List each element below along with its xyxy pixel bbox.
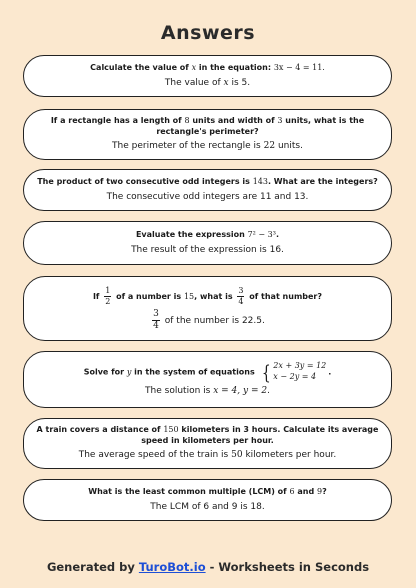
answer-card-3 — [23, 169, 392, 211]
fraction: $\frac{3}{4}$ — [238, 285, 244, 306]
question-text: Solve for y in the system of equations { 2x + 3y = 12 x − 2y = 4 . — [83, 359, 332, 384]
answer-card-4 — [23, 221, 392, 265]
answer-card-1 — [23, 55, 392, 97]
answer-text: The LCM of 6 and 9 is 18. — [150, 501, 265, 512]
answer-text: $\frac{3}{4}$ of the number is 22.5. — [153, 308, 265, 331]
answer-text: The perimeter of the rectangle is 22 units. — [112, 141, 303, 152]
answer-text: The result of the expression is 16. — [131, 244, 284, 255]
brand-link[interactable]: TuroBot.io — [138, 560, 206, 574]
question-text: If a rectangle has a length of 8 units and width of 3 units, what is the rectangle's perimeter? — [50, 115, 365, 136]
footer-suffix: - Worksheets in Seconds — [209, 560, 370, 574]
answer-text: The solution is x = 4, y = 2. — [145, 386, 270, 397]
page-title: Answers — [160, 22, 256, 44]
answer-text: The value of x is 5. — [164, 77, 251, 88]
footer — [0, 560, 416, 574]
footer-prefix: Generated by — [46, 560, 135, 574]
question-text: If $\frac{1}{2}$ of a number is 15, what is $\frac{3}{4}$ of that number? — [92, 285, 323, 306]
question-text: Calculate the value of x in the equation: 3x − 4 = 11. — [90, 62, 325, 72]
fraction: $\frac{1}{2}$ — [105, 285, 111, 306]
answer-text: The average speed of the train is 50 kilometers per hour. — [78, 450, 337, 461]
answer-card-7 — [23, 418, 392, 469]
question-text: What is the least common multiple (LCM) of 6 and 9? — [88, 486, 327, 496]
answer-card-8 — [23, 479, 392, 521]
answer-card-6 — [23, 351, 392, 408]
answer-card-2 — [23, 109, 392, 160]
question-text: The product of two consecutive odd integers is 143. What are the integers? — [37, 176, 378, 186]
answer-card-5 — [23, 276, 392, 341]
question-text: A train covers a distance of 150 kilometers in 3 hours. Calculate its average speed in kilometers per hour. — [36, 424, 379, 445]
answer-text: The consecutive odd integers are 11 and 13. — [106, 191, 309, 202]
equation-system: { 2x + 3y = 12 x − 2y = 4 — [261, 359, 327, 384]
question-text: Evaluate the expression 7² − 3³. — [135, 229, 280, 239]
fraction: $\frac{3}{4}$ — [153, 308, 159, 331]
